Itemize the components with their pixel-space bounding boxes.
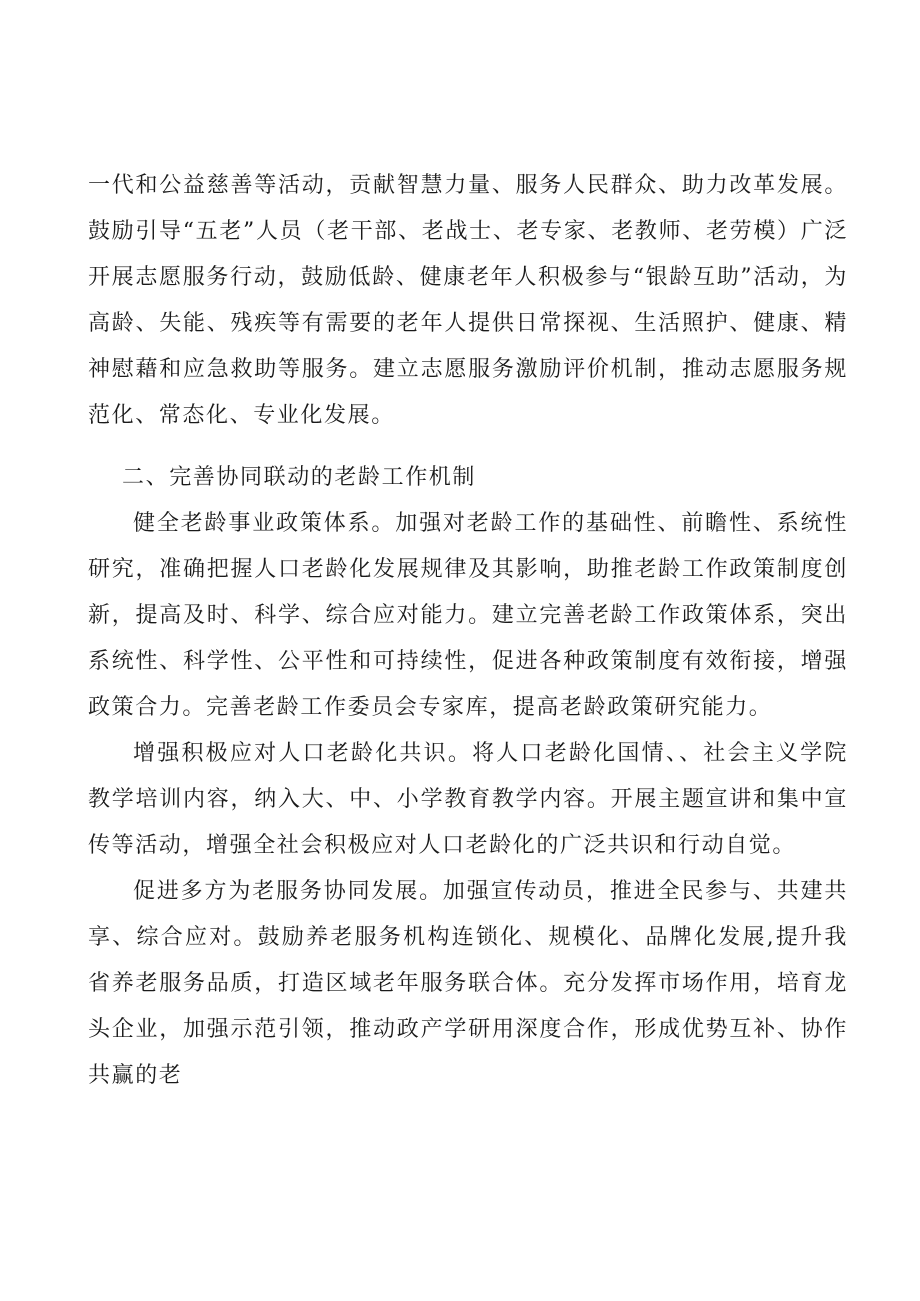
paragraph-policy-system: 健全老龄事业政策体系。加强对老龄工作的基础性、前瞻性、系统性研究，准确把握人口老龄化发展规律及其影响，助推老龄工作政策制度创新，提高及时、科学、综合应对能力。建立完善老龄工作政策体系，突出系统性、科学性、公平性和可持续性，促进各种政策制度有效衔接，增强政策合力。完善老龄工作委员会专家库，提高老龄政策研究能力。 (88, 511, 848, 720)
section-heading: 二、完善协同联动的老龄工作机制 (122, 465, 477, 490)
document-body (88, 163, 848, 1099)
paragraph-coordination: 促进多方为老服务协同发展。加强宣传动员，推进全民参与、共建共享、综合应对。鼓励养老服务机构连锁化、规模化、品牌化发展,提升我省养老服务品质，打造区域老年服务联合体。充分发挥市场作用，培育龙头企业，加强示范引领，推动政产学研用深度合作，形成优势互补、协作共赢的老 (88, 879, 848, 1088)
paragraph-consensus: 增强积极应对人口老龄化共识。将人口老龄化国情、、社会主义学院教学培训内容，纳入大、中、小学教育教学内容。开展主题宣讲和集中宣传等活动，增强全社会积极应对人口老龄化的广泛共识和行动自觉。 (88, 741, 848, 858)
paragraph-continued: 一代和公益慈善等活动，贡献智慧力量、服务人民群众、助力改革发展。鼓励引导“五老”人员（老干部、老战士、老专家、老教师、老劳模）广泛开展志愿服务行动，鼓励低龄、健康老年人积极参与“银龄互助”活动，为高龄、失能、残疾等有需要的老年人提供日常探视、生活照护、健康、精神慰藉和应急救助等服务。建立志愿服务激励评价机制，推动志愿服务规范化、常态化、专业化发展。 (88, 173, 848, 428)
